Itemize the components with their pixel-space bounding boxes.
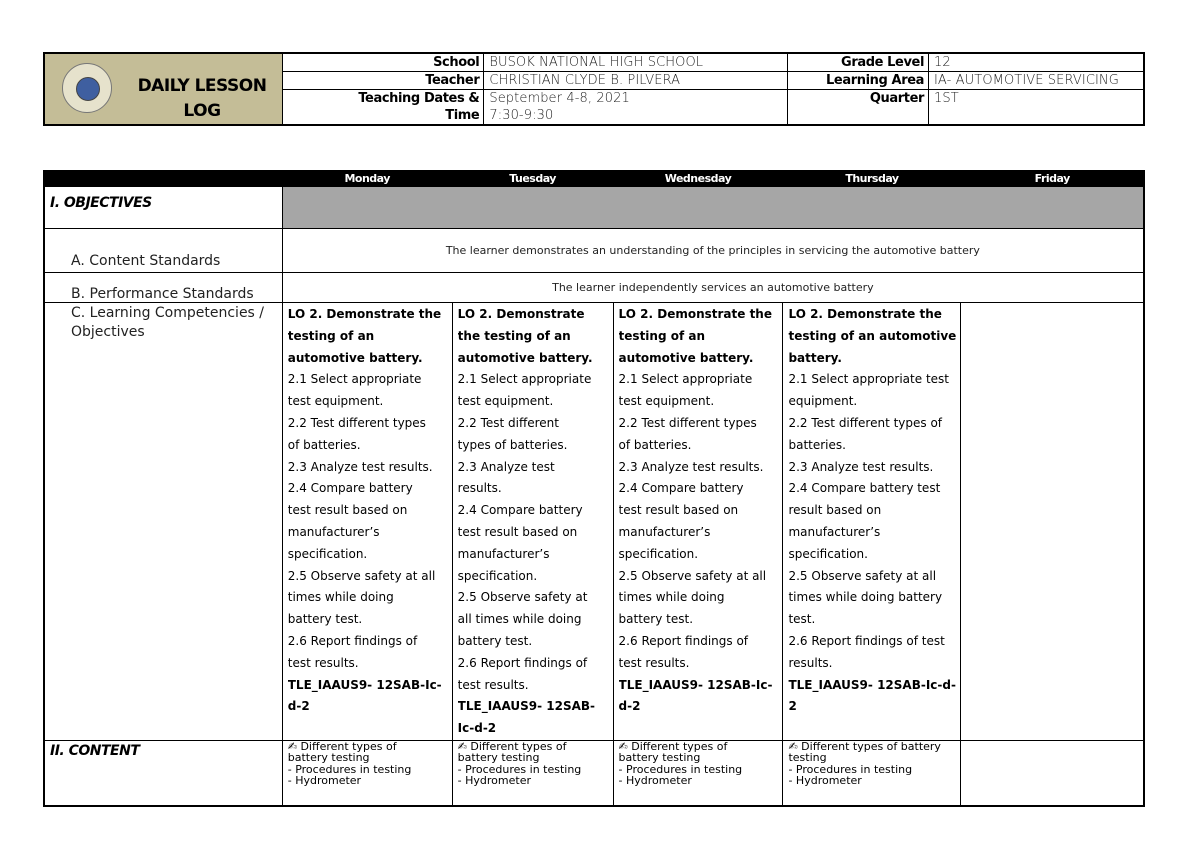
content-line: - Hydrometer [618, 775, 692, 787]
content-line: battery testing [457, 752, 540, 764]
school-value: BUSOK NATIONAL HIGH SCHOOL [484, 53, 788, 72]
competency-line: test equipment. [287, 394, 384, 409]
content-row [44, 740, 1144, 806]
dates-label: Teaching Dates & Time [282, 90, 483, 126]
content-line: ✍ Different types of [457, 740, 567, 753]
competency-line: 2.5 Observe safety at [457, 590, 588, 605]
dates-value: September 4-8, 2021 [484, 90, 788, 108]
competency-line: 2.4 Compare battery [287, 481, 413, 496]
deped-seal-icon [62, 63, 112, 113]
competency-line: 2.4 Compare battery [618, 481, 744, 496]
competencies-label: C. Learning Competencies / Objectives [44, 303, 282, 741]
competency-line: 2.5 Observe safety at all [788, 568, 937, 583]
competency-line: 2.6 Report findings of [457, 655, 588, 670]
competency-line: d-2 [618, 699, 641, 714]
content-thursday [783, 740, 961, 806]
competency-line: 2.3 Analyze test [457, 459, 555, 474]
competency-line: manufacturer’s [287, 524, 380, 539]
competency-line: test result based on [457, 524, 578, 539]
content-line: - Procedures in testing [788, 763, 913, 776]
competencies-thursday [783, 303, 961, 741]
competency-line: d-2 [287, 699, 310, 714]
objectives-row [44, 187, 1144, 229]
competency-line: test equipment. [457, 394, 554, 409]
competency-line: 2.3 Analyze test results. [618, 459, 764, 474]
competency-line: test result based on [287, 503, 408, 518]
competency-line: 2.3 Analyze test results. [287, 459, 433, 474]
performance-standards-label: B. Performance Standards [44, 273, 282, 303]
competencies-friday [961, 303, 1144, 741]
quarter-value: 1ST [929, 90, 1145, 126]
competency-line: TLE_IAAUS9- 12SAB- [457, 699, 596, 714]
grade-label: Grade Level [788, 53, 929, 72]
content-line: - Procedures in testing [618, 763, 743, 776]
header-table [43, 52, 1145, 126]
content-line: - Procedures in testing [457, 763, 582, 776]
competency-line: 2.6 Report findings of test [788, 633, 945, 648]
competency-line: manufacturer’s [457, 546, 550, 561]
competency-line: Ic-d-2 [457, 721, 497, 736]
competency-line: manufacturer’s [788, 524, 881, 539]
content-line: - Hydrometer [788, 775, 862, 787]
day-thursday: Thursday [783, 171, 961, 187]
content-line: testing [788, 752, 827, 764]
competency-line: specification. [788, 546, 868, 561]
day-friday: Friday [961, 171, 1144, 187]
competency-line: 2.4 Compare battery [457, 503, 583, 518]
competency-line: of batteries. [618, 437, 692, 452]
competency-line: battery test. [618, 612, 694, 627]
content-line: - Procedures in testing [287, 763, 412, 776]
competency-line: automotive battery. [457, 350, 593, 365]
content-line: - Hydrometer [457, 775, 531, 787]
competency-line: 2.5 Observe safety at all [287, 568, 436, 583]
competency-line: 2.1 Select appropriate [618, 372, 753, 387]
day-monday: Monday [282, 171, 452, 187]
teacher-label: Teacher [282, 72, 483, 90]
grade-value: 12 [929, 53, 1145, 72]
competency-line: 2.6 Report findings of [618, 633, 749, 648]
competency-line: of batteries. [287, 437, 361, 452]
competency-line: LO 2. Demonstrate the [618, 307, 772, 321]
competency-line: testing of an [287, 328, 375, 343]
competency-line: the testing of an [457, 328, 571, 343]
competency-line: specification. [287, 546, 368, 561]
content-wednesday [613, 740, 783, 806]
quarter-label: Quarter [788, 90, 929, 126]
competencies-tuesday [452, 303, 613, 741]
competency-line: batteries. [788, 437, 846, 452]
competency-line: automotive battery. [287, 350, 423, 365]
competency-line: all times while doing [457, 612, 582, 627]
teacher-value: CHRISTIAN CLYDE B. PILVERA [484, 72, 788, 90]
objectives-heading: I. OBJECTIVES [44, 187, 282, 229]
competency-line: test results. [457, 677, 529, 692]
competencies-row [44, 303, 1144, 741]
content-standards-label: A. Content Standards [44, 229, 282, 273]
competency-line: results. [457, 481, 502, 496]
competency-line: equipment. [788, 394, 858, 409]
content-line: ✍ Different types of [287, 740, 397, 753]
competency-line: times while doing [618, 590, 725, 605]
competency-line: battery. [788, 350, 842, 365]
lesson-table [43, 170, 1145, 807]
area-label: Learning Area [788, 72, 929, 90]
competency-line: test. [788, 612, 816, 627]
competency-line: testing of an automotive [788, 328, 957, 343]
competency-line: 2.4 Compare battery test [788, 481, 941, 496]
performance-standards-row [44, 273, 1144, 303]
competency-line: LO 2. Demonstrate the [287, 307, 442, 321]
content-friday [961, 740, 1144, 806]
competency-line: battery test. [457, 633, 533, 648]
competency-line: 2.5 Observe safety at all [618, 568, 767, 583]
competencies-wednesday [613, 303, 783, 741]
competency-line: 2 [788, 699, 797, 714]
competency-line: 2.2 Test different types of [788, 415, 943, 430]
competency-line: 2.2 Test different types [618, 415, 757, 430]
competency-line: TLE_IAAUS9- 12SAB-Ic- [618, 677, 773, 692]
competency-line: manufacturer’s [618, 524, 711, 539]
competency-line: types of batteries. [457, 437, 568, 452]
competency-line: results. [788, 655, 833, 670]
competency-line: test results. [618, 655, 690, 670]
competency-line: 2.2 Test different [457, 415, 559, 430]
competency-line: LO 2. Demonstrate the [788, 307, 942, 321]
content-standards-text: The learner demonstrates an understanding of the principles in servicing the automotive battery [282, 229, 1144, 273]
content-line: - Hydrometer [287, 775, 362, 787]
competency-line: testing of an [618, 328, 706, 343]
content-standards-row [44, 229, 1144, 273]
time-value: 7:30-9:30 [484, 107, 788, 125]
school-label: School [282, 53, 483, 72]
competency-line: test results. [287, 655, 359, 670]
content-monday [282, 740, 452, 806]
day-wednesday: Wednesday [613, 171, 783, 187]
content-tuesday [452, 740, 613, 806]
competencies-monday [282, 303, 452, 741]
document-title: DAILY LESSON LOG [137, 76, 267, 121]
content-line: battery testing [287, 752, 370, 764]
logo-title-cell [44, 53, 282, 125]
competency-line: times while doing battery [788, 590, 943, 605]
content-heading: II. CONTENT [44, 740, 282, 806]
competency-line: result based on [788, 503, 882, 518]
competency-line: specification. [457, 568, 538, 583]
competency-line: TLE_IAAUS9- 12SAB-Ic-d- [788, 677, 956, 692]
content-line: ✍ Different types of [618, 740, 728, 753]
performance-standards-text: The learner independently services an automotive battery [282, 273, 1144, 303]
content-line: ✍ Different types of battery [788, 740, 941, 753]
day-header-row [44, 171, 1144, 187]
competency-line: times while doing [287, 590, 394, 605]
competency-line: 2.1 Select appropriate [457, 372, 592, 387]
competency-line: test result based on [618, 503, 739, 518]
area-value: IA- AUTOMOTIVE SERVICING [929, 72, 1145, 90]
objectives-grey-band [282, 187, 1144, 229]
competency-line: 2.2 Test different types [287, 415, 426, 430]
competency-line: specification. [618, 546, 699, 561]
content-line: battery testing [618, 752, 701, 764]
competency-line: LO 2. Demonstrate [457, 307, 585, 321]
competency-line: TLE_IAAUS9- 12SAB-Ic- [287, 677, 442, 692]
competency-line: 2.6 Report findings of [287, 633, 418, 648]
day-header-blank [44, 171, 282, 187]
competency-line: 2.1 Select appropriate test [788, 372, 949, 387]
day-tuesday: Tuesday [452, 171, 613, 187]
competency-line: 2.1 Select appropriate [287, 372, 422, 387]
competency-line: battery test. [287, 612, 363, 627]
competency-line: automotive battery. [618, 350, 754, 365]
competency-line: 2.3 Analyze test results. [788, 459, 934, 474]
competency-line: test equipment. [618, 394, 715, 409]
